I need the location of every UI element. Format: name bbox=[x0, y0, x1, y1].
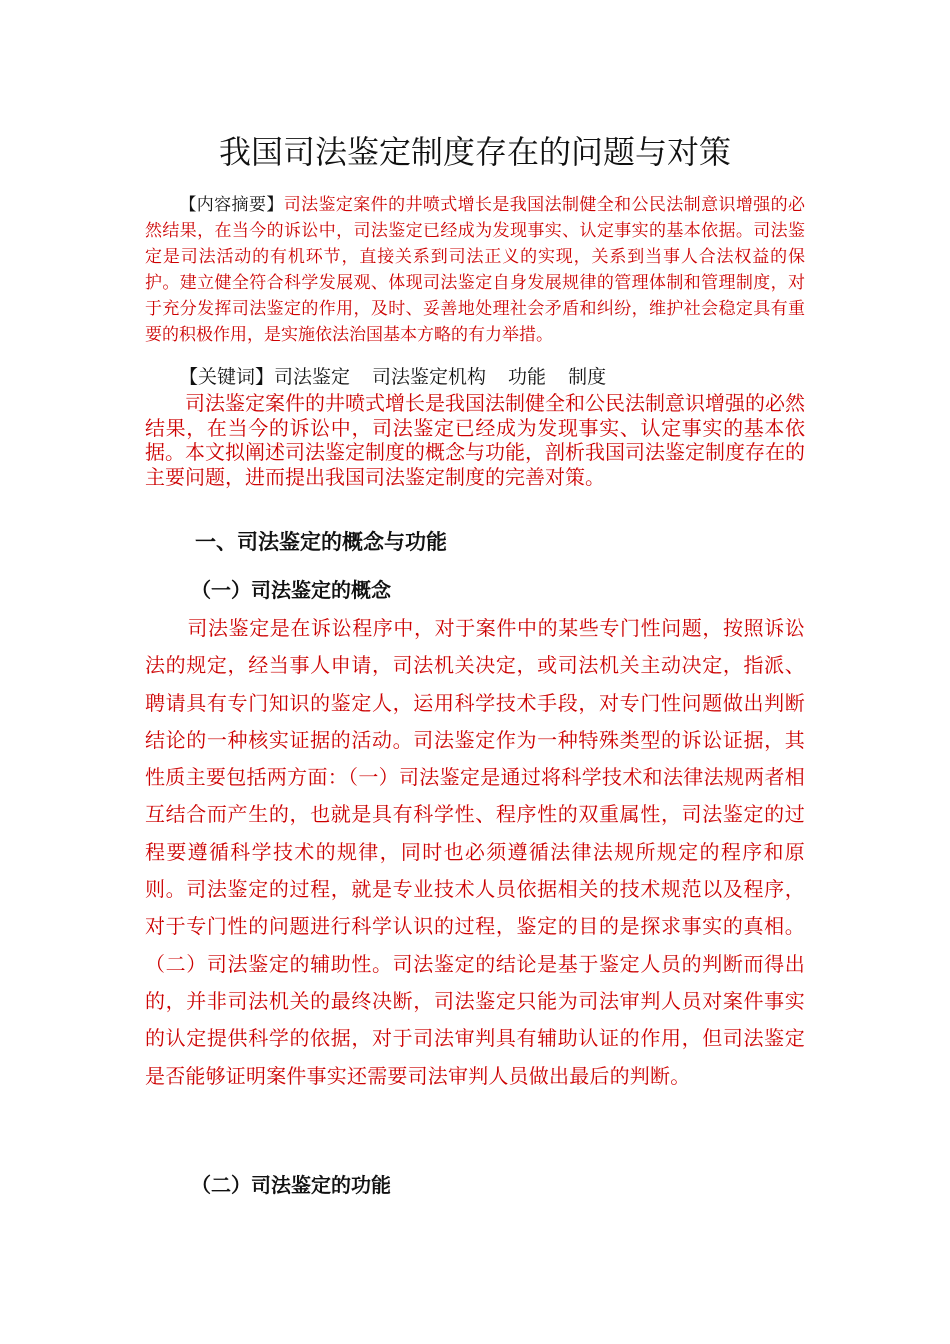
keyword-item: 司法鉴定 bbox=[274, 366, 351, 388]
document-title: 我国司法鉴定制度存在的问题与对策 bbox=[218, 133, 731, 171]
body-paragraph bbox=[145, 610, 805, 1095]
subsection-heading: （二）司法鉴定的功能 bbox=[191, 1173, 391, 1197]
keyword-item: 功能 bbox=[508, 366, 547, 388]
abstract-label: 【内容摘要】 bbox=[179, 195, 284, 215]
keywords-label: 【关键词】 bbox=[179, 366, 275, 388]
body-text: 司法鉴定是在诉讼程序中，对于案件中的某些专门性问题，按照诉讼法的规定，经当事人申请，司法机关决定，或司法机关主动决定，指派、聘请具有专门知识的鉴定人，运用科学技术手段，对专门性问题做出判断结论的一种核实证据的活动。司法鉴定作为一种特殊类型的诉讼证据，其性质主要包括两方面：（一）司法鉴定是通过将科学技术和法律法规两者相互结合而产生的，也就是具有科学性、程序性的双重属性，司法鉴定的过程要遵循科学技术的规律，同时也必须遵循法律法规所规定的程序和原则。司法鉴定的过程，就是专业技术人员依据相关的技术规范以及程序，对于专门性的问题进行科学认识的过程，鉴定的目的是探求事实的真相。（二）司法鉴定的辅助性。司法鉴定的结论是基于鉴定人员的判断而得出的，并非司法机关的最终决断，司法鉴定只能为司法审判人员对案件事实的认定提供科学的依据，对于司法审判具有辅助认证的作用，但司法鉴定是否能够证明案件事实还需要司法审判人员做出最后的判断。 bbox=[145, 616, 805, 1088]
section-heading: 一、司法鉴定的概念与功能 bbox=[195, 530, 447, 554]
keyword-item: 制度 bbox=[568, 366, 607, 388]
intro-text: 司法鉴定案件的井喷式增长是我国法制健全和公民法制意识增强的必然结果，在当今的诉讼中，司法鉴定已经成为发现事实、认定事实的基本依据。本文拟阐述司法鉴定制度的概念与功能，剖析我国司法鉴定制度存在的主要问题，进而提出我国司法鉴定制度的完善对策。 bbox=[145, 391, 805, 489]
keywords-line bbox=[145, 364, 805, 390]
subsection-heading: （一）司法鉴定的概念 bbox=[191, 578, 391, 602]
abstract-paragraph bbox=[145, 192, 805, 348]
intro-paragraph bbox=[145, 391, 805, 489]
abstract-text: 司法鉴定案件的井喷式增长是我国法制健全和公民法制意识增强的必然结果，在当今的诉讼中，司法鉴定已经成为发现事实、认定事实的基本依据。司法鉴定是司法活动的有机环节，直接关系到司法正义的实现，关系到当事人合法权益的保护。建立健全符合科学发展观、体现司法鉴定自身发展规律的管理体制和管理制度，对于充分发挥司法鉴定的作用，及时、妥善地处理社会矛盾和纠纷，维护社会稳定具有重要的积极作用，是实施依法治国基本方略的有力举措。 bbox=[145, 195, 806, 345]
keyword-item: 司法鉴定机构 bbox=[372, 366, 487, 388]
